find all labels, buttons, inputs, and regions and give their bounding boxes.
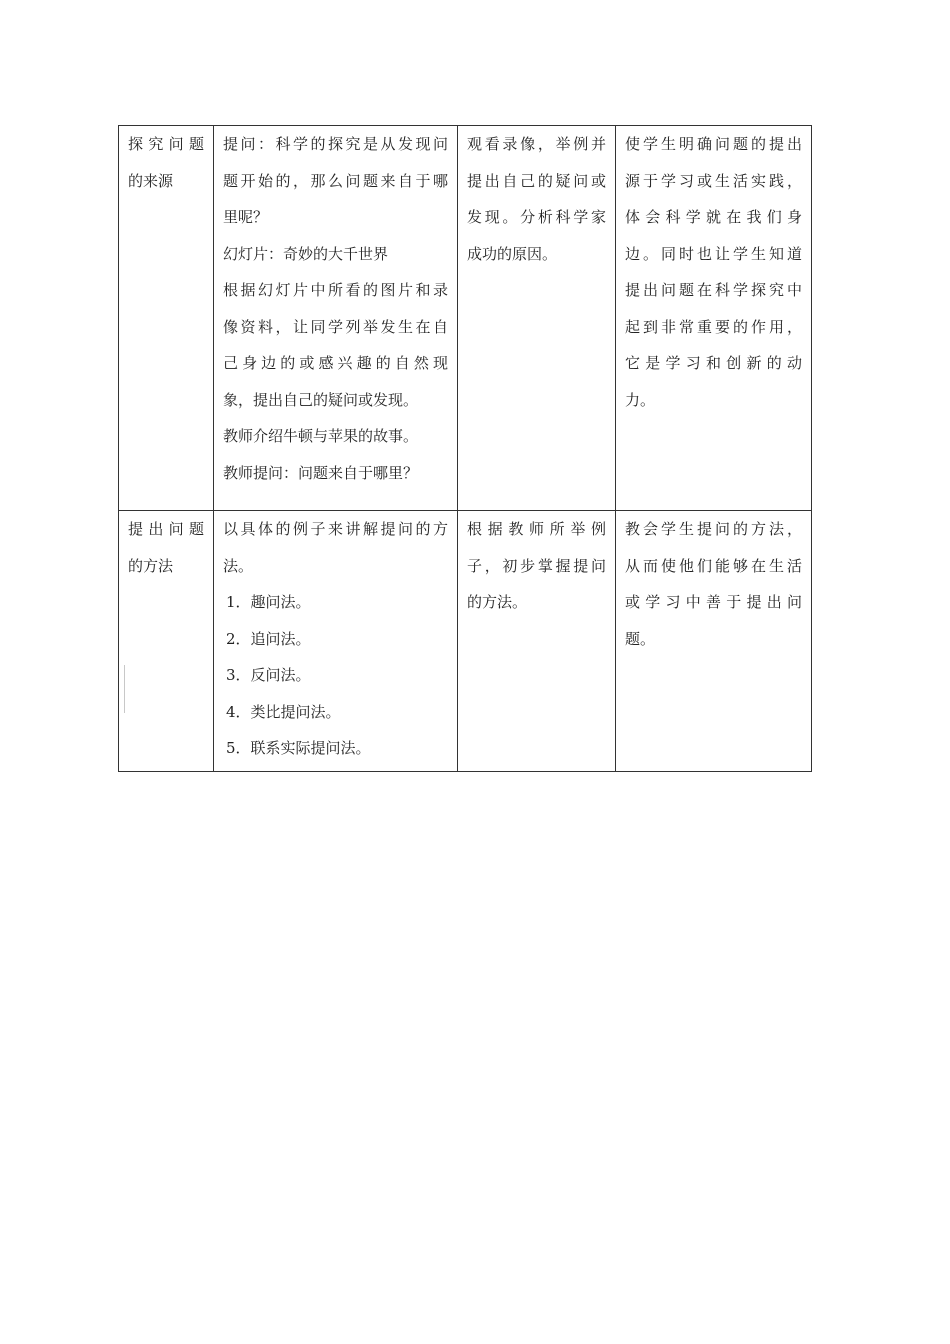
teacher-text-line: 教师介绍牛顿与苹果的故事。	[223, 427, 419, 445]
intent-text-line: 提出问题在科学探究中	[625, 281, 802, 299]
teacher-text-line: 里呢？	[223, 208, 269, 226]
student-text-line: 观看录像，举例并	[467, 135, 606, 153]
design-intent-cell	[616, 511, 812, 772]
teacher-text-line: 幻灯片：奇妙的大千世界	[223, 244, 389, 263]
intent-text-line: 起到非常重要的作用，	[625, 317, 802, 336]
teacher-text-line: 己身边的或感兴趣的自然现	[223, 354, 448, 372]
table-row	[119, 511, 812, 772]
student-text-line: 成功的原因。	[467, 244, 558, 263]
stage-text-line: 的方法	[128, 556, 174, 575]
intent-text-line: 它是学习和创新的动	[625, 354, 802, 372]
method-list-item: 2．追问法。	[226, 629, 311, 648]
intent-text-line: 力。	[625, 390, 656, 409]
stage-text-line: 探究问题	[128, 135, 204, 153]
teacher-text-line: 象，提出自己的疑问或发现。	[223, 390, 419, 409]
student-text-line: 提出自己的疑问或	[467, 171, 606, 190]
teacher-text-line: 题开始的，那么问题来自于哪	[223, 171, 448, 190]
stage-cell	[119, 126, 214, 511]
student-text-line: 发现。分析科学家	[467, 208, 606, 226]
student-text-line: 子，初步掌握提问	[467, 556, 606, 575]
teacher-text-line: 像资料，让同学列举发生在自	[223, 317, 448, 336]
student-activity-cell	[458, 126, 616, 511]
intent-text-line: 体会科学就在我们身	[625, 208, 802, 226]
method-list-item: 1．趣问法。	[226, 593, 311, 611]
stage-text-line: 的来源	[128, 171, 174, 190]
intent-text-line: 边。同时也让学生知道	[625, 244, 802, 263]
margin-mark	[124, 665, 125, 713]
teacher-text-line: 以具体的例子来讲解提问的方	[223, 520, 448, 538]
method-list-item: 3．反问法。	[226, 666, 311, 684]
teacher-activity-cell	[214, 511, 458, 772]
lesson-plan-table	[118, 125, 812, 772]
intent-text-line: 题。	[625, 629, 656, 648]
teacher-text-line: 法。	[223, 556, 254, 575]
teacher-text-line: 提问：科学的探究是从发现问	[223, 135, 448, 153]
intent-text-line: 源于学习或生活实践，	[625, 171, 802, 190]
teacher-text-line: 根据幻灯片中所看的图片和录	[223, 281, 448, 299]
design-intent-cell	[616, 126, 812, 511]
intent-text-line: 教会学生提问的方法，	[625, 520, 802, 538]
stage-text-line: 提出问题	[128, 520, 204, 538]
intent-text-line: 或学习中善于提出问	[625, 593, 802, 611]
student-activity-cell	[458, 511, 616, 772]
teacher-activity-cell	[214, 126, 458, 511]
method-list-item: 4．类比提问法。	[226, 702, 341, 721]
student-text-line: 根据教师所举例	[467, 520, 606, 538]
stage-cell	[119, 511, 214, 772]
intent-text-line: 使学生明确问题的提出	[625, 135, 802, 153]
student-text-line: 的方法。	[467, 593, 528, 611]
intent-text-line: 从而使他们能够在生活	[625, 556, 802, 575]
table-row	[119, 126, 812, 511]
teacher-text-line: 教师提问：问题来自于哪里？	[223, 463, 419, 482]
method-list-item: 5．联系实际提问法。	[226, 739, 371, 757]
